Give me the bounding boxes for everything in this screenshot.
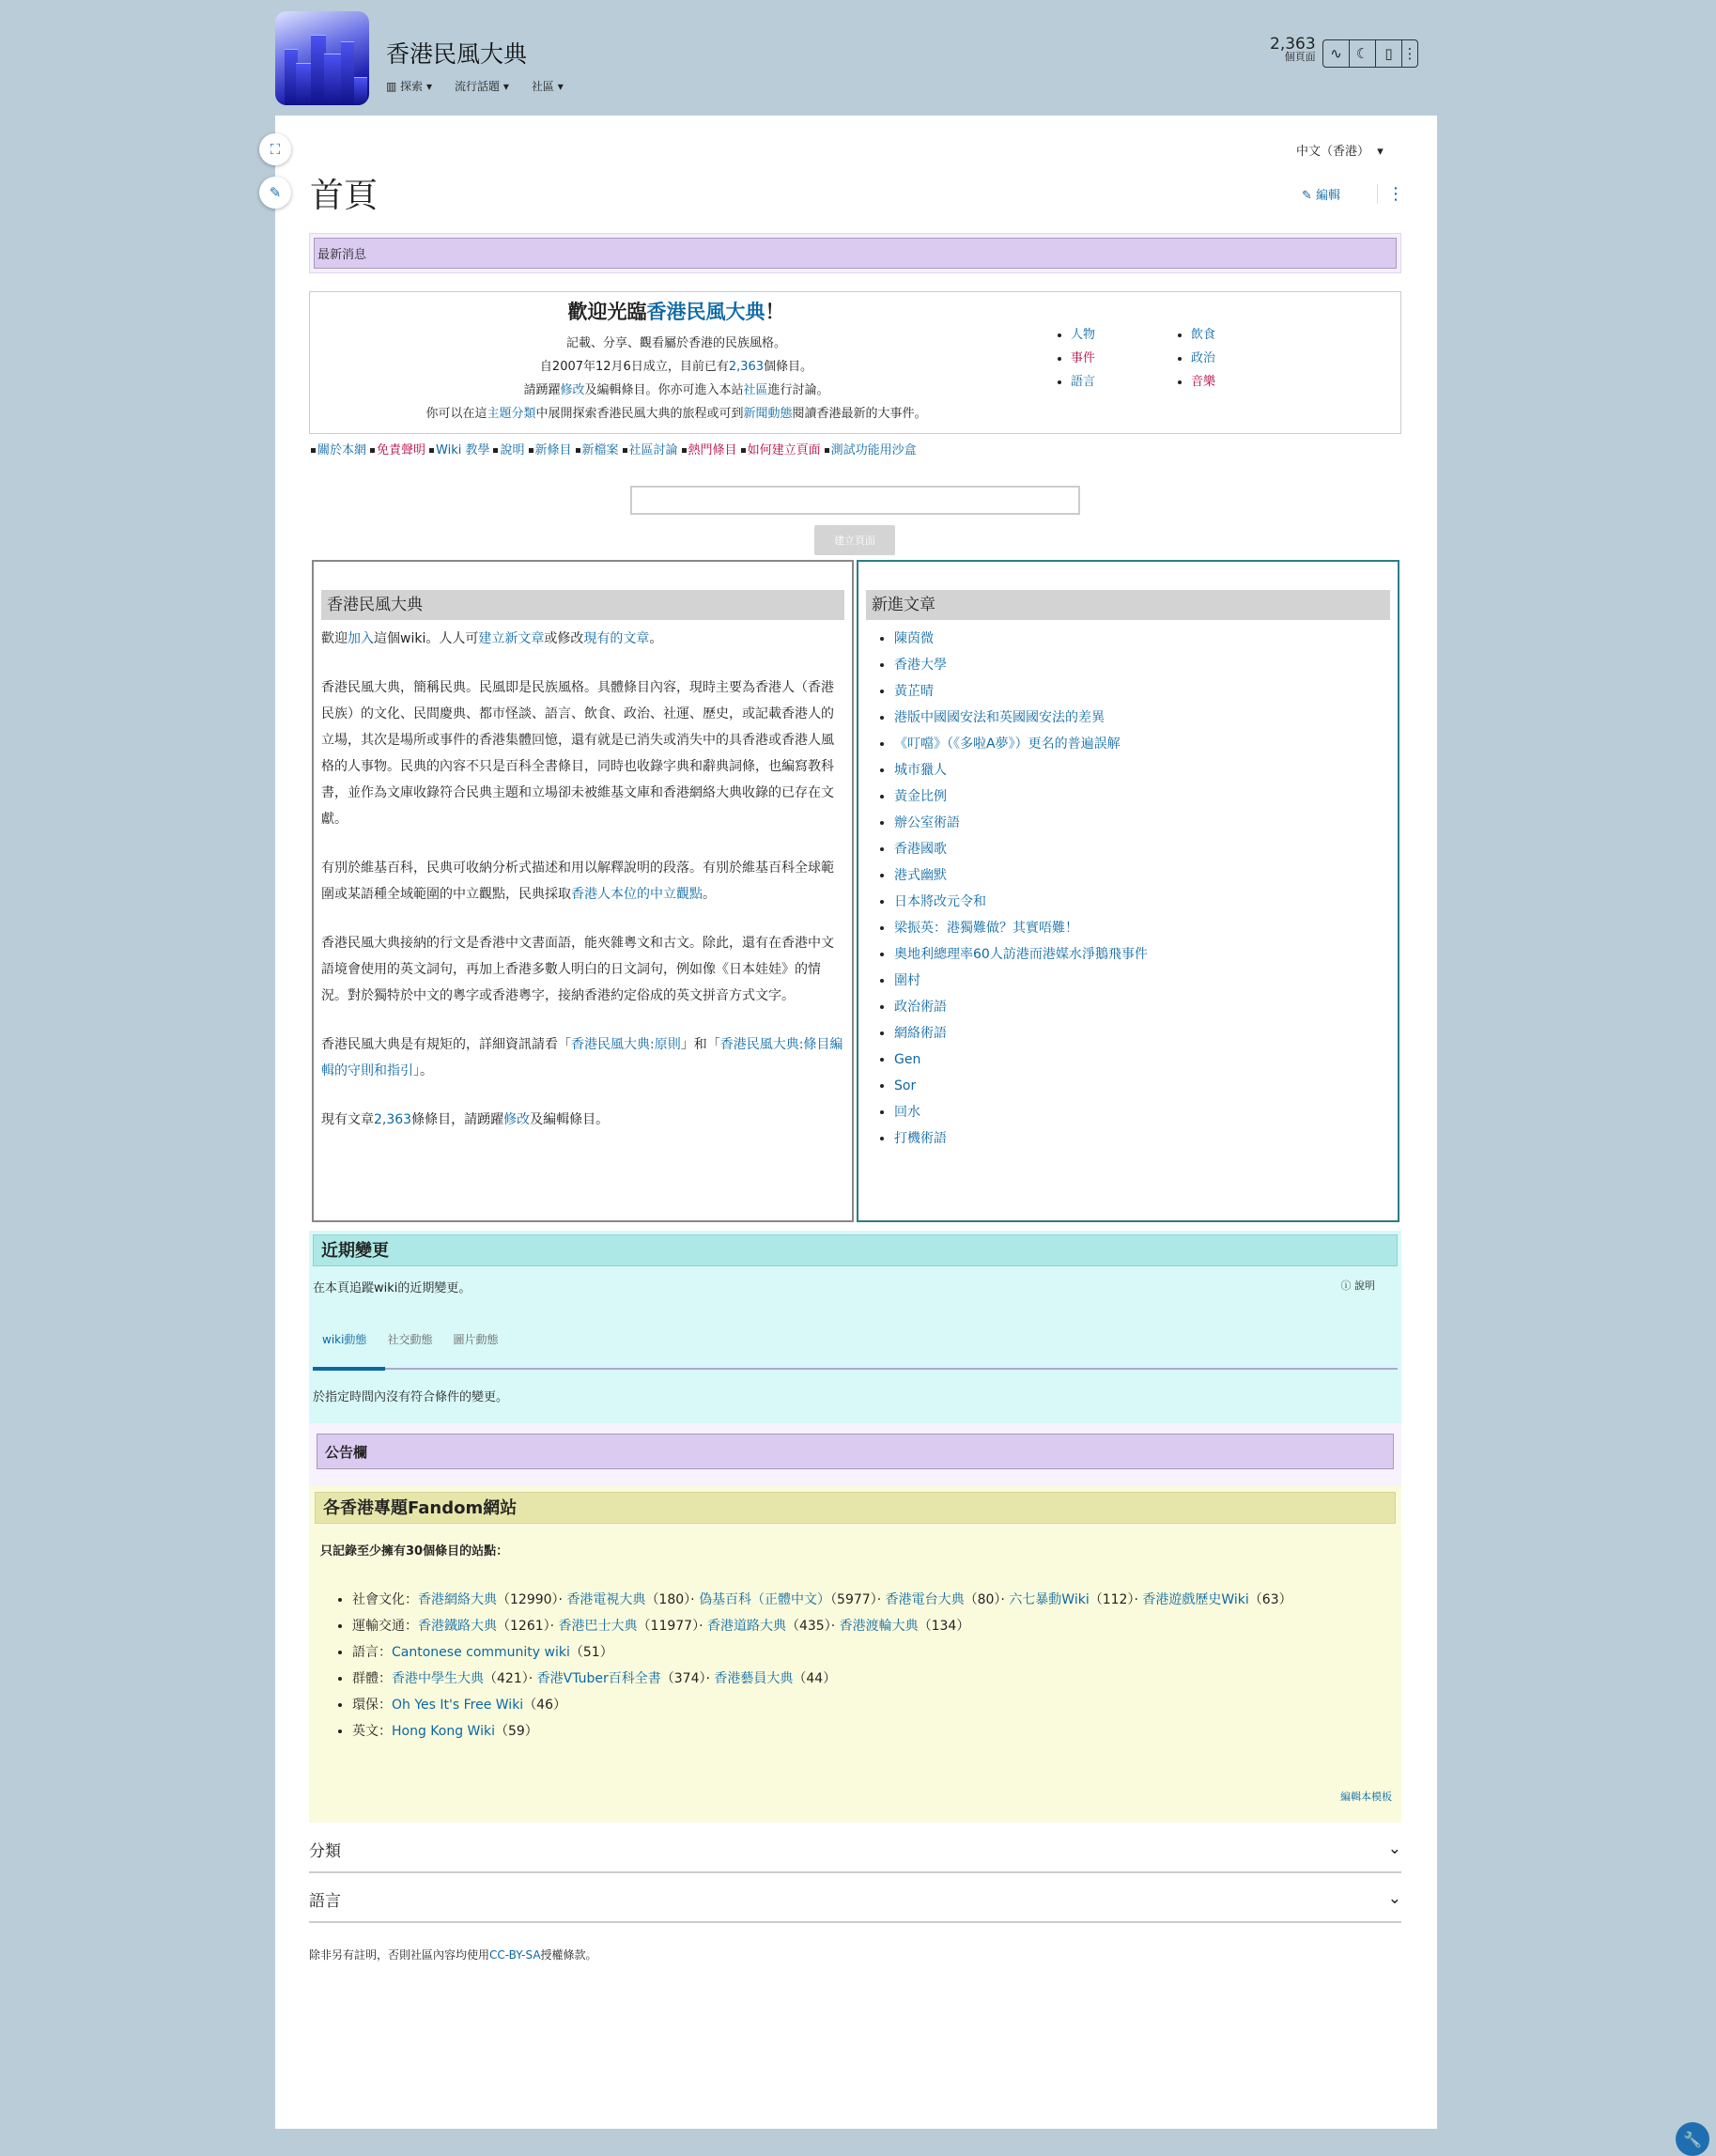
bullet-square <box>311 448 316 453</box>
inline-link[interactable]: 修改 <box>560 383 585 397</box>
article-link[interactable]: 港版中國國安法和英國國安法的差異 <box>894 710 1105 725</box>
category-link[interactable]: 政治 <box>1191 351 1216 365</box>
tab-image-activity[interactable]: 圖片動態 <box>453 1333 499 1346</box>
text-segment: （80）· <box>964 1592 1010 1607</box>
category-link[interactable]: 事件 <box>1071 351 1096 365</box>
text-segment: 現有文章 <box>321 1112 374 1127</box>
article-link[interactable]: 奧地利總理率60人訪港而港媒水淨鵝飛事件 <box>894 947 1148 962</box>
wiki-logo[interactable] <box>275 11 369 105</box>
text-segment: 自2007年12月6日成立，目前已有 <box>539 360 729 374</box>
list-item <box>352 1639 1396 1666</box>
nav-trending[interactable]: 流行話題 ▾ <box>455 80 509 93</box>
text-segment: （44） <box>793 1671 837 1686</box>
about-heading: 香港民風大典 <box>321 590 844 620</box>
inline-link[interactable]: Cantonese community wiki <box>392 1645 570 1660</box>
inline-link[interactable]: 香港渡輪大典 <box>839 1619 919 1634</box>
list-item <box>352 1692 1396 1718</box>
text-segment: 及編輯條目。 <box>530 1112 610 1127</box>
page-icon[interactable]: ▯ <box>1376 40 1402 67</box>
article-link[interactable]: 《叮噹》（《多啦A夢》）更名的普遍誤解 <box>894 737 1121 752</box>
page-actions-button[interactable]: ⋮ <box>1377 184 1404 204</box>
list-item <box>1071 370 1095 394</box>
list-item <box>894 626 1390 652</box>
wrench-icon: 🔧 <box>1683 2130 1702 2148</box>
paragraph <box>321 1107 844 1133</box>
quick-link[interactable]: 如何建立頁面 <box>747 443 821 458</box>
expand-icon: ⛶ <box>270 141 281 158</box>
text-segment: 香港民風大典是有規矩的，詳細資訊請看「 <box>321 1037 571 1052</box>
paragraph <box>321 855 844 907</box>
text-segment: （112）· <box>1089 1592 1143 1607</box>
category-link[interactable]: 人物 <box>1071 328 1096 342</box>
fandom-list <box>352 1587 1396 1745</box>
list-item <box>352 1718 1396 1745</box>
text-segment: （51） <box>569 1645 613 1660</box>
inline-link[interactable]: 香港網絡大典 <box>418 1592 497 1607</box>
inline-link[interactable]: 現有的文章 <box>583 631 650 646</box>
quick-link[interactable]: 說明 <box>500 443 525 458</box>
article-link[interactable]: 打機術語 <box>894 1131 947 1146</box>
list-item <box>1191 347 1215 370</box>
inline-link[interactable]: 香港民風大典:原則 <box>571 1037 681 1052</box>
news-box <box>309 233 1401 273</box>
text-segment: 或修改 <box>544 631 584 646</box>
paragraph <box>321 675 844 832</box>
text-segment: 香港民風大典接納的行文是香港中文書面語，能夾雜粵文和古文。除此，還有在香港中文語境會使用的英文詞句，再加上香港多數人明白的日文詞句，例如像《日本娃娃》的情況。對於獨特於中文的粵字或香港粵字，接納香港約定俗成的英文拼音方式文字。 <box>321 936 834 1003</box>
list-item <box>894 705 1390 731</box>
article-link[interactable]: 網絡術語 <box>894 1026 947 1041</box>
text-segment: （46） <box>523 1698 567 1713</box>
inline-link[interactable]: 香港VTuber百科全書 <box>536 1671 661 1686</box>
inline-link[interactable]: 六七暴動Wiki <box>1009 1592 1090 1607</box>
languages-section[interactable]: 語言 ⌄ <box>309 1876 1401 1923</box>
license-footer <box>309 1947 597 1962</box>
categories-section[interactable]: 分類 ⌄ <box>309 1826 1401 1873</box>
inline-link[interactable]: 建立新文章 <box>478 631 545 646</box>
new-articles-heading: 新進文章 <box>866 590 1390 620</box>
bullet-square <box>370 448 375 453</box>
text-segment: 你可以在這 <box>425 407 487 421</box>
list-item <box>894 783 1390 810</box>
tab-social-activity[interactable]: 社交動態 <box>387 1333 433 1346</box>
text-segment: 有別於維基百科，民典可收納分析式描述和用以解釋說明的段落。有別於維基百科全球範圍或某語種全域範圍的中立觀點，民典採取 <box>321 861 834 902</box>
fullscreen-button[interactable] <box>259 133 291 165</box>
bullet-square <box>825 448 829 453</box>
new-articles-column <box>857 560 1399 1222</box>
inline-link[interactable]: 香港道路大典 <box>706 1619 786 1634</box>
list-item <box>894 757 1390 783</box>
text-segment: 歡迎 <box>321 631 348 646</box>
paragraph <box>321 930 844 1009</box>
empty-message: 於指定時間內沒有符合條件的變更。 <box>313 1390 509 1404</box>
inline-link[interactable]: 社區 <box>743 383 768 397</box>
list-item <box>894 1073 1390 1099</box>
paragraph <box>321 626 844 652</box>
text-segment: 。 <box>649 631 663 646</box>
bullet-square <box>682 448 687 453</box>
list-item <box>352 1666 1396 1692</box>
welcome-line <box>366 379 986 402</box>
recent-changes-desc: 在本頁追蹤wiki的近期變更。 <box>313 1281 472 1295</box>
activity-icon[interactable]: ∿ <box>1323 40 1350 67</box>
category-list <box>1071 323 1095 394</box>
quick-link[interactable]: 社區討論 <box>628 443 678 458</box>
inline-link[interactable]: 主題分類 <box>487 407 536 421</box>
chevron-down-icon: ⌄ <box>1387 1839 1401 1858</box>
inline-link[interactable]: 香港巴士大典 <box>558 1619 638 1634</box>
edit-template-link[interactable]: 編輯本模板 <box>1340 1791 1392 1803</box>
article-link[interactable]: 政治術語 <box>894 1000 947 1015</box>
more-icon[interactable]: ⋮ <box>1402 45 1417 62</box>
tools-button[interactable] <box>1676 2122 1709 2156</box>
article-link[interactable]: 辦公室術語 <box>894 815 960 830</box>
list-item <box>1071 347 1095 370</box>
text-segment: （374）· <box>660 1671 715 1686</box>
nav-community[interactable]: 社區 ▾ <box>531 80 564 93</box>
welcome-line: 記載、分享、觀看屬於香港的民族風格。 <box>565 336 786 350</box>
inline-link[interactable]: 加入 <box>348 631 374 646</box>
text-segment: 語言： <box>352 1645 392 1660</box>
text-segment: 英文： <box>352 1724 392 1739</box>
welcome-title: 歡迎光臨香港民風大典！ <box>567 301 785 323</box>
create-page-input[interactable] <box>630 486 1080 515</box>
list-item <box>894 889 1390 915</box>
recent-changes <box>309 1231 1401 1423</box>
inline-link[interactable]: 香港中學生大典 <box>392 1671 484 1686</box>
text-segment: 。 <box>703 887 716 902</box>
inline-link[interactable]: 香港民風大典:條目編輯的守則和指引 <box>321 1037 843 1078</box>
inline-link[interactable]: 香港藝員大典 <box>714 1671 794 1686</box>
welcome-line <box>366 402 986 426</box>
site-link[interactable]: 香港民風大典 <box>646 301 765 323</box>
text-segment: 授權條款。 <box>540 1948 597 1962</box>
list-item <box>352 1587 1396 1613</box>
list-item <box>894 994 1390 1020</box>
text-segment: 除非另有註明，否則社區內容均使用 <box>309 1948 490 1962</box>
list-item <box>894 652 1390 678</box>
text-segment: 社會文化： <box>352 1592 418 1607</box>
moon-icon[interactable]: ☾ <box>1350 40 1376 67</box>
article-link[interactable]: 陳茵微 <box>894 631 934 646</box>
article-link[interactable]: 回水 <box>894 1105 920 1120</box>
list-item <box>894 1020 1390 1047</box>
list-item <box>894 862 1390 889</box>
article-link[interactable]: Gen <box>894 1052 921 1067</box>
quick-link[interactable]: Wiki 教學 <box>436 443 490 458</box>
article-link[interactable]: Sor <box>894 1078 917 1094</box>
about-column <box>312 560 854 1222</box>
article-link[interactable]: 香港國歌 <box>894 842 947 857</box>
bulletin-heading: 公告欄 <box>317 1434 1394 1469</box>
text-segment: 閱讀香港最新的大事件。 <box>792 407 927 421</box>
bullet-square <box>429 448 434 453</box>
fandom-sites <box>309 1485 1401 1823</box>
edit-button[interactable]: ✎ 編輯 <box>1302 189 1341 203</box>
list-item <box>894 810 1390 836</box>
text-segment: 」和「 <box>680 1037 720 1052</box>
pencil-icon: ✎ <box>1302 189 1317 203</box>
welcome-box <box>309 291 1401 434</box>
text-segment: 香港民風大典，簡稱民典。民風即是民族風格。具體條目內容，現時主要為香港人（香港民族）的文化、民間慶典、都市怪談、語言、飲食、政治、社運、歷史，或記載香港人的立場，其次是場所或事件的香港集體回憶，還有就是已消失或消失中的具香港或香港人風格的人事物。民典的內容不只是百科全書條目，同時也收錄字典和辭典詞條，也編寫教科書，並作為文庫收錄符合民典主題和立場卻未被維基文庫和香港網絡大典收錄的已存在文獻。 <box>321 680 834 827</box>
news-label: 最新消息 <box>314 238 1397 269</box>
text-segment: 運輸交通： <box>352 1619 418 1634</box>
text-segment: 個條目。 <box>764 360 813 374</box>
quick-link[interactable]: 新條目 <box>534 443 572 458</box>
bulletin-board <box>309 1423 1401 1485</box>
help-link[interactable]: ⓘ 說明 <box>1340 1280 1375 1292</box>
inline-link[interactable]: 2,363 <box>374 1112 412 1127</box>
bullet-square <box>493 448 498 453</box>
bullet-square <box>623 448 627 453</box>
inline-link[interactable]: 香港鐵路大典 <box>418 1619 497 1634</box>
article-link[interactable]: 香港大學 <box>894 658 947 673</box>
list-item <box>894 968 1390 994</box>
list-item <box>894 731 1390 757</box>
bullet-square <box>529 448 533 453</box>
article-link[interactable]: 港式幽默 <box>894 868 947 883</box>
nav-explore[interactable]: ▥ 探索 ▾ <box>386 80 433 93</box>
category-link[interactable]: 飲食 <box>1191 328 1216 342</box>
text-segment: 這個wiki。人人可 <box>374 631 479 646</box>
text-segment: （435）· <box>785 1619 840 1634</box>
article-link[interactable]: 梁振英：港獨難做？其實唔難！ <box>894 921 1078 936</box>
wiki-title[interactable]: 香港民風大典 <box>386 40 528 68</box>
inline-link[interactable]: 2,363 <box>728 360 765 374</box>
list-item <box>894 1125 1390 1152</box>
text-segment: （11977）· <box>637 1619 707 1634</box>
list-item <box>1071 323 1095 347</box>
list-item <box>894 915 1390 941</box>
text-segment: 群體： <box>352 1671 392 1686</box>
inline-link[interactable]: 香港電視大典 <box>566 1592 646 1607</box>
text-segment: （134） <box>918 1619 970 1634</box>
text-segment: 」。 <box>413 1063 433 1078</box>
inline-link[interactable]: 偽基百科（正體中文） <box>699 1592 831 1607</box>
recent-changes-heading: 近期變更 <box>313 1234 1398 1266</box>
list-item <box>894 1099 1390 1125</box>
list-item <box>894 941 1390 968</box>
inline-link[interactable]: CC-BY-SA <box>489 1948 541 1962</box>
inline-link[interactable]: 新聞動態 <box>743 407 793 421</box>
article-link[interactable]: 黃芷晴 <box>894 684 934 699</box>
quick-link[interactable]: 免責聲明 <box>377 443 426 458</box>
inline-link[interactable]: Hong Kong Wiki <box>392 1724 495 1739</box>
text-segment: （59） <box>494 1724 538 1739</box>
pencil-icon: ✎ <box>269 184 282 201</box>
list-item <box>1191 323 1215 347</box>
list-item <box>894 678 1390 705</box>
list-item <box>352 1613 1396 1639</box>
new-articles-list <box>894 626 1390 1152</box>
text-segment: 中展開探索香港民風大典的旅程或可到 <box>535 407 744 421</box>
text-segment: 條條目，請踴躍 <box>411 1112 504 1127</box>
inline-link[interactable]: 香港人本位的中立觀點 <box>571 887 703 902</box>
category-link[interactable]: 語言 <box>1071 375 1096 389</box>
chevron-down-icon: ⌄ <box>1387 1889 1401 1908</box>
bullet-square <box>741 448 746 453</box>
activity-tabs <box>322 1331 1398 1347</box>
text-segment: 及編輯條目。你亦可進入本站 <box>584 383 744 397</box>
text-segment: （5977）· <box>830 1592 886 1607</box>
quick-link[interactable]: 熱門條目 <box>688 443 737 458</box>
inline-link[interactable]: 香港電台大典 <box>885 1592 965 1607</box>
article-link[interactable]: 黃金比例 <box>894 789 947 804</box>
help-icon: ⓘ <box>1340 1280 1354 1292</box>
book-icon: ▥ <box>386 80 401 93</box>
text-segment: （1261）· <box>497 1619 559 1634</box>
article-link[interactable]: 城市獵人 <box>894 763 947 778</box>
category-list <box>1191 323 1215 394</box>
list-item <box>1191 370 1215 394</box>
language-selector[interactable]: 中文（香港） ▾ <box>1296 145 1384 159</box>
text-segment: 請踴躍 <box>523 383 561 397</box>
fandom-heading: 各香港專題Fandom網站 <box>315 1492 1396 1524</box>
text-segment: （63） <box>1248 1592 1292 1607</box>
category-link[interactable]: 音樂 <box>1191 375 1216 389</box>
text-segment: （12990）· <box>497 1592 567 1607</box>
top-nav <box>386 78 564 94</box>
toolbar <box>1322 39 1418 68</box>
page-title: 首頁 <box>310 177 379 215</box>
inline-link[interactable]: 香港遊戲歷史Wiki <box>1142 1592 1249 1607</box>
article-link[interactable]: 圍村 <box>894 973 920 988</box>
list-item <box>894 1047 1390 1073</box>
tab-wiki-activity[interactable]: wiki動態 <box>322 1333 367 1346</box>
fandom-note: 只記錄至少擁有30個條目的站點： <box>320 1544 509 1559</box>
article-link[interactable]: 日本將改元令和 <box>894 894 986 909</box>
text-segment: 環保： <box>352 1698 392 1713</box>
page-counter: 2,363 個頁面 <box>1270 35 1316 63</box>
quick-links <box>311 440 920 458</box>
list-item <box>894 836 1390 862</box>
quick-link[interactable]: 關於本網 <box>317 443 367 458</box>
text-segment: （421）· <box>484 1671 537 1686</box>
inline-link[interactable]: Oh Yes It's Free Wiki <box>392 1698 524 1713</box>
quick-link[interactable]: 測試功能用沙盒 <box>830 443 917 458</box>
text-segment: （180）· <box>645 1592 700 1607</box>
paragraph <box>321 1031 844 1084</box>
welcome-line <box>366 355 986 379</box>
inline-link[interactable]: 修改 <box>503 1112 531 1127</box>
create-page-button[interactable]: 建立頁面 <box>814 525 895 555</box>
bullet-square <box>576 448 580 453</box>
text-segment: 進行討論。 <box>767 383 829 397</box>
quick-link[interactable]: 新檔案 <box>581 443 619 458</box>
edit-fab-button[interactable] <box>259 177 291 209</box>
